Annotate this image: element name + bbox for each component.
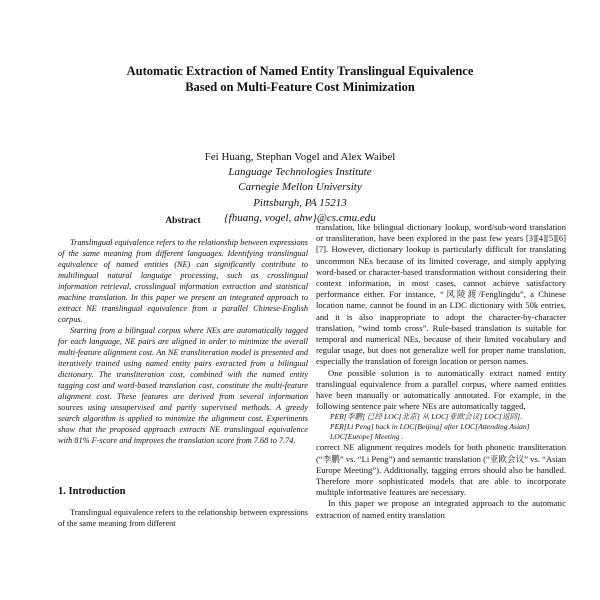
left-column [58, 216, 308, 529]
example-english: PER[Li Peng] back in LOC[Beijing] after LOC[Attending Asian] LOC[Europe] Meeting . [330, 422, 530, 442]
affiliation-university: Carnegie Mellon University [238, 181, 362, 194]
example-chinese: PER[李鹏] 已经 LOC[北京] 从 LOC[亚欧会议] LOC[返回]. [330, 412, 522, 422]
intro-heading: 1. Introduction [58, 486, 126, 497]
intro-paragraph-1: Translingual equivalence refers to the relationship between expressions of the same meaning from different [58, 508, 308, 528]
author-block [100, 150, 500, 226]
body-paragraph-1: translation, like bilingual dictionary lookup, word/sub-word translation or transliteration, have been explored in the past few years [3][4][5][6][7]. However, dictionary lookup is particularly difficult for translating uncommon NEs because of its limited coverage, and simply applying word-based or character-based transformation without considering their context information, in most cases, cannot achieve satisfactory performance either. For instance, “风陵渡/Fenglingdu”, a Chinese location name, cannot be found in an LDC dictionary with 50k entries, and it is also inappropriate to adopt the character-by-character translation, “wind tomb cross”. Rule-based translation is suitable for temporal and numerical NEs, because of their limited vocabulary and regular usage, but does not generalize well for proper name translation, especially the translation of foreign location or person names. [316, 222, 566, 367]
title-line-2: Based on Multi-Feature Cost Minimization [185, 80, 415, 94]
tagged-example [316, 412, 566, 442]
abstract-paragraph-1: Translingual equivalence refers to the relationship between expressions of the same meaning from different languages. Identifying translingual equivalence of named entities (NE) can significantly contribute to multilingual natural language processing, such as crosslingual information retrieval, crosslingual information extraction and statistical machine translation. In this paper we present an integrated approach to extract NE translingual equivalence from a parallel Chinese-English corpus. [58, 238, 308, 324]
body-paragraph-4: In this paper we propose an integrated approach to the automatic extraction of named entity translation [316, 498, 566, 520]
affiliation-address: Pittsburgh, PA 15213 [253, 196, 347, 209]
body-paragraph-3: correct NE alignment requires models for both phonetic transliteration (“李鹏” vs. “Li Peng”) and semantic translation (“亚欧会议” vs. “Asian Europe Meeting”). Additionally, tagging errors should also be handled. Therefore more sophisticated models that are able to incorporate multiple informative features are necessary. [316, 442, 566, 498]
abstract-paragraph-2: Starting from a bilingual corpus where NEs are automatically tagged for each language, NE pairs are aligned in order to minimize the overall multi-feature alignment cost. An NE transliteration model is presented and iteratively trained using named entity pairs extracted from a bilingual dictionary. The transliteration cost, combined with the named entity tagging cost and word-based translation cost, constitute the multi-feature alignment cost. These features are derived from several information sources using unsupervised and partly supervised methods. A greedy search algorithm is applied to minimize the alignment cost. Experiments show that the proposed approach extracts NE translingual equivalence with 81% F-score and improves the translation score from 7.68 to 7.74. [58, 326, 308, 445]
author-email: {fhuang, vogel, ahw}@cs.cmu.edu [224, 211, 376, 224]
author-names: Fei Huang, Stephan Vogel and Alex Waibel [204, 151, 396, 163]
affiliation-institute: Language Technologies Institute [228, 166, 372, 179]
right-column [316, 222, 566, 521]
abstract-heading: Abstract [165, 216, 201, 226]
paper-title [60, 63, 540, 95]
body-paragraph-2: One possible solution is to automatically extract named entity translingual equivalence from a parallel corpus, where named entities have been manually or automatically annotated. For example, in the following sentence pair where NEs are automatically tagged, [316, 367, 566, 412]
title-line-1: Automatic Extraction of Named Entity Translingual Equivalence [126, 64, 474, 78]
